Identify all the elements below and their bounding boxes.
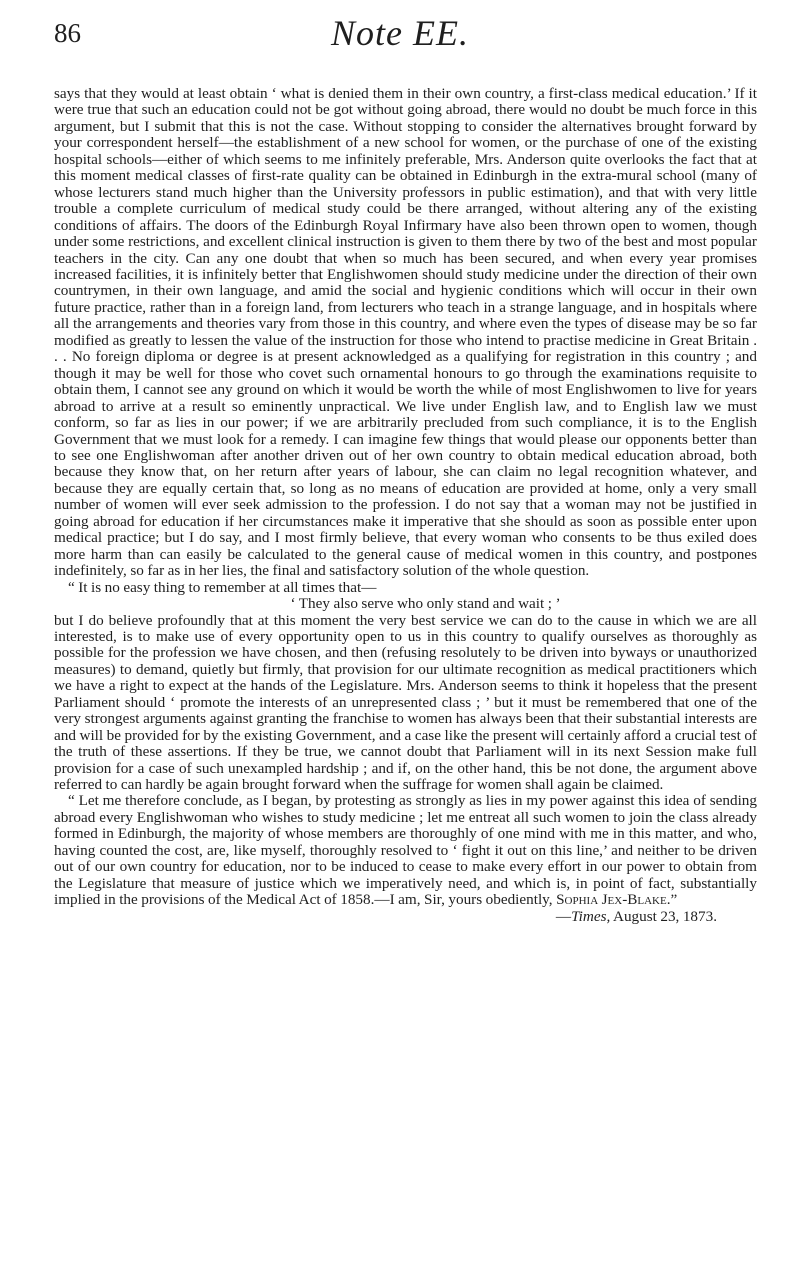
page-number: 86: [54, 18, 81, 48]
verse-quote: ‘ They also serve who only stand and wait ; ’: [290, 595, 561, 613]
running-title: Note EE.: [331, 13, 469, 53]
source-dash: —: [555, 907, 572, 925]
signature: Sophia Jex-Blake.”: [556, 891, 678, 909]
paragraph: [54, 793, 757, 908]
closing-text: “ Let me therefore conclude, as I began, by protesting as strongly as lies in my power against this idea of sending abroad every Englishwoman who wishes to study medicine ; let me entreat all such women to join the class already formed in Edinburgh, the majority of whose members are thoroughly of one mind with me in this matter, and who, having counted the cost, are, like myself, thoroughly resolved to ‘ fight it out on this line,’ and neither to be driven out of our own country for education, nor to be induced to cease to make every effort in our power to obtain from the Legislature that measure of justice which we imperatively need, and which is, in point of fact, substantially implied in the provisions of the Medical Act of 1858.—I am, Sir, yours obediently,: [54, 792, 757, 909]
source-date: August 23, 1873.: [610, 907, 717, 925]
source-citation: [54, 909, 757, 925]
paragraph: but I do believe profoundly that at this moment the very best service we can do to the cause in which we are all interested, is to make use of every opportunity open to us in this country to qualify ourselves as thoroughly as possible for the profession we have chosen, and then (refusing resolutely to be driven into byways or unauthorized measures) to demand, quietly but firmly, that provision for our ultimate recognition as medical practitioners which we have a right to expect at the hands of the Legislature. Mrs. Anderson seems to think it hopeless that the present Parliament should ‘ promote the interests of an unrepresented class ; ’ but it must be remembered that one of the very strongest arguments against granting the franchise to women has always been that their substantial interests are and will be provided for by the existing Government, and a case like the present will certainly afford a crucial test of the truth of these assertions. If they be true, we cannot doubt that Parliament will in its next Session make full provision for a case of such unexampled hardship ; and if, on the other hand, this be not done, the argument above referred to can hardly be again brought forward when the suffrage for women shall again be claimed.: [54, 611, 757, 794]
source-newspaper: Times,: [571, 907, 611, 925]
paragraph: says that they would at least obtain ‘ what is denied them in their own country, a first-class medical education.’ If it were true that such an education could not be got without going abroad, there would no doubt be much force in this argument, but I submit that this is not the case. Without stopping to consider the alternatives brought forward by your correspondent herself—the establishment of a new school for women, or the purchase of one of the existing hospital schools—either of which seems to me infinitely preferable, Mrs. Anderson quite overlooks the fact that at this moment medical classes of first-rate quality can be obtained in Edinburgh in the extra-mural school (many of whose lecturers stand much higher than the University professors in public estimation), and that with very little trouble a complete curriculum of medical study could be there arranged, without altering any of the existing conditions of affairs. The doors of the Edinburgh Royal Infirmary have also been thrown open to women, though under some restrictions, and excellent clinical instruction is given to them there by two of the best and most popular teachers in the city. Can any one doubt that when so much has been secured, and when every year promises increased facilities, it is infinitely better that Englishwomen should study medicine under the direction of their own countrymen, in their own language, and amid the social and hygienic conditions which will occur in their own future practice, rather than in a foreign land, from lecturers who teach in a strange language, and in hospitals where all the arrangements and theories vary from those in this country, and where even the types of disease may be so far modified as greatly to lessen the value of the instruction for those who intend to practise medicine in Great Britain . . . No foreign diploma or degree is at present acknowledged as a qualifying for registration in this country ; and though it may be well for those who covet such ornamental honours to go through the examinations requisite to obtain them, I cannot see any ground on which it would be worth the while of most Englishwomen to live for years abroad to arrive at a result so eminently unpractical. We live under English law, and to English law we must conform, so far as lies in our power; if we are arbitrarily precluded from such compliance, it is to the English Government that we must look for a remedy. I can imagine few things that would please our opponents better than to see one Englishwoman after another driven out of her own country to obtain medical education abroad, both because they know that, on her return after years of labour, she can claim no legal recognition whatever, and because they are equally certain that, so long as no means of education are provided at home, only a very small number of women will ever seek admission to the profession. I do not say that a woman may not be justified in going abroad for education if her circumstances make it imperative that she should as soon as possible enter upon medical practice; but I do say, and I most firmly believe, that every woman who consents to be thus exiled does more harm than can easily be calculated to the general cause of medical women in this country, and postpones indefinitely, so far as in her lies, the final and satisfactory solution of the whole question.: [54, 85, 757, 580]
paragraph: “ It is no easy thing to remember at all times that—: [68, 578, 377, 596]
letter-body: [54, 86, 757, 925]
